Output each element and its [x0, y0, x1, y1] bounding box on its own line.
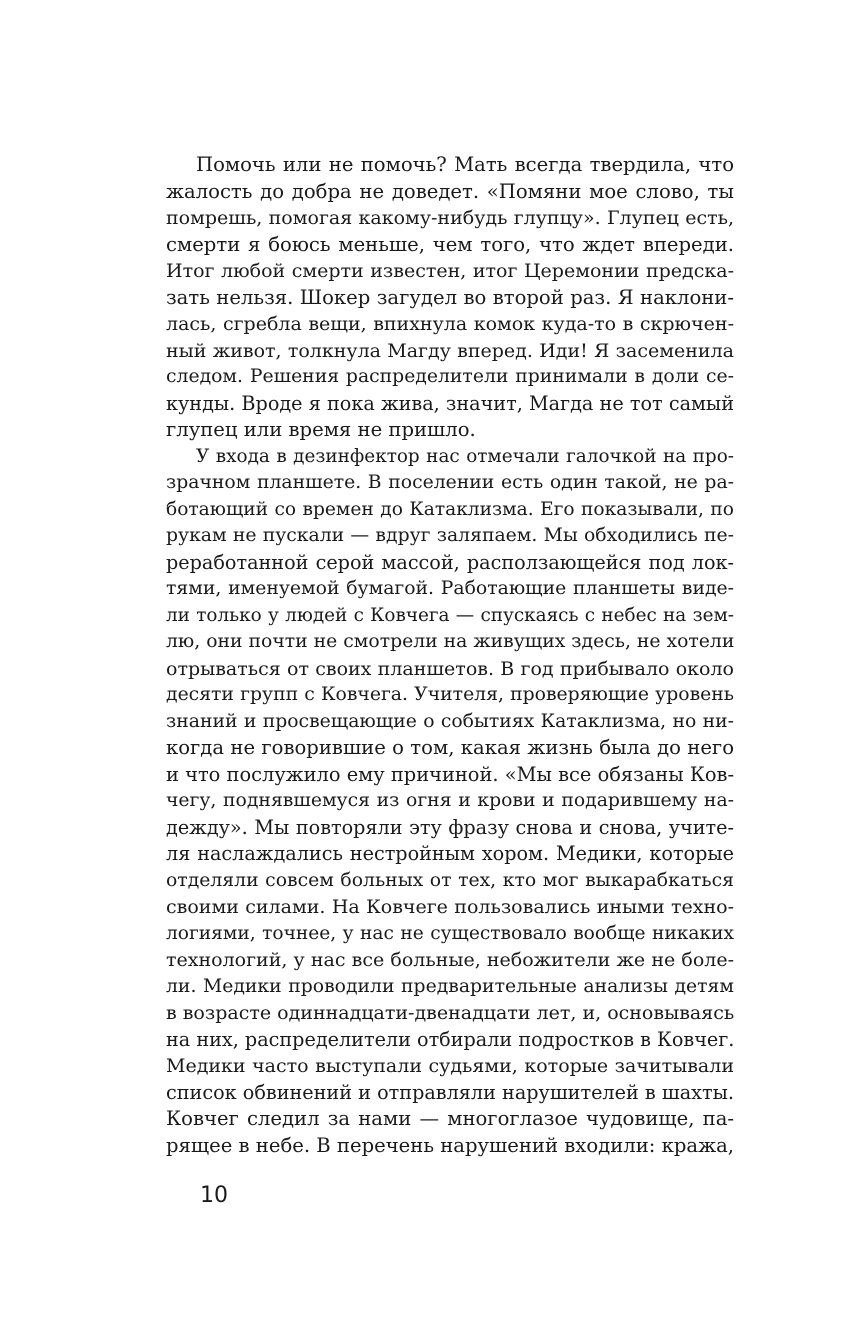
paragraph-1-line-7: лась, сгребла вещи, впихнула комок куда-то в скрючен- — [166, 313, 734, 335]
paragraph-2-line-24: Медики часто выступали судьями, которые зачитывали — [166, 1055, 734, 1077]
paragraph-2-line-14: чегу, поднявшемуся из огня и крови и подарившему на- — [166, 790, 734, 811]
paragraph-1-line-9: следом. Решения распределители принимали в доли се- — [166, 366, 734, 387]
paragraph-2-line-19: логиями, точнее, у нас не существовало вообще никаких — [166, 922, 734, 944]
paragraph-2-line-23: на них, распределители отбирали подростков в Ковчег. — [166, 1027, 734, 1051]
paragraph-2-line-8: лю, они почти не смотрели на живущих здесь, не хотели — [166, 631, 734, 652]
paragraph-2-line-10: десяти групп с Ковчега. Учителя, проверяющие уровень — [166, 684, 734, 705]
paragraph-2-line-3: ботающий со времен до Катаклизма. Его показывали, по — [166, 498, 734, 520]
paragraph-1-line-6: зать нельзя. Шокер загудел во второй раз. Я наклони- — [166, 285, 734, 309]
paragraph-2-line-2: зрачном планшете. В поселении есть один такой, не ра- — [166, 472, 734, 493]
paragraph-2-line-21: ли. Медики проводили предварительные анализы детям — [166, 975, 734, 997]
paragraph-2-line-25: список обвинений и отправляли нарушителей в шахты. — [166, 1080, 734, 1104]
paragraph-2-line-13: и что послужило ему причиной. «Мы все обязаны Ков- — [166, 762, 734, 786]
paragraph-2-line-6: тями, именуемой бумагой. Работающие планшеты виде- — [166, 578, 734, 599]
paragraph-2-line-16: ля наслаждались нестройным хором. Медики, которые — [166, 842, 734, 865]
paragraph-2-line-15: дежду». Мы повторяли эту фразу снова и снова, учите- — [166, 815, 734, 839]
paragraph-2-line-4: рукам не пускали — вдруг заляпаем. Мы обходились пе- — [166, 525, 734, 546]
paragraph-1-line-1: Помочь или не помочь? Мать всегда твердила, что — [196, 153, 734, 176]
paragraph-2-line-12: когда не говорившие о том, какая жизнь была до него — [166, 736, 734, 759]
paragraph-2-line-7: ли только у людей с Ковчега — спускаясь с небес на зем- — [166, 604, 734, 626]
paragraph-2-line-1: У входа в дезинфектор нас отмечали галочкой на про- — [196, 445, 734, 467]
paragraph-2-line-5: реработанной серой массой, расползающейся под лок- — [166, 550, 734, 574]
paragraph-2-line-20: технологий, у нас все больные, небожители же не боле- — [166, 949, 734, 971]
paragraph-1-line-4: смерти я боюсь меньше, чем того, что ждет впереди. — [166, 232, 734, 256]
paragraph-1-line-2: жалость до добра не доведет. «Помяни мое слово, ты — [166, 179, 734, 203]
paragraph-1-line-8: ный живот, толкнула Магду вперед. Иди! Я засеменила — [166, 339, 734, 362]
page-number: 10 — [200, 1183, 228, 1208]
paragraph-2-line-9: отрываться от своих планшетов. В год прибывало около — [166, 657, 734, 680]
body-text — [166, 152, 734, 1159]
paragraph-2-line-27: рящее в небе. В перечень нарушений входили: кража, — [166, 1133, 734, 1157]
paragraph-2-line-18: своими силами. На Ковчеге пользовались иными техно- — [166, 896, 734, 918]
paragraph-2-line-26: Ковчег следил за нами — многоглазое чудовище, па- — [166, 1107, 734, 1130]
paragraph-1-line-11: глупец или время не пришло. — [166, 418, 476, 441]
paragraph-1-line-3: помрешь, помогая какому-нибудь глупцу». Глупец есть, — [166, 207, 734, 229]
paragraph-2-line-11: знаний и просвещающие о событиях Катаклизма, но ни- — [166, 710, 734, 732]
paragraph-1-line-10: кунды. Вроде я пока жива, значит, Магда не тот самый — [166, 391, 734, 415]
paragraph-2-line-22: в возрасте одиннадцати-двенадцати лет, и, основываясь — [166, 1002, 734, 1024]
paragraph-1-line-5: Итог любой смерти известен, итог Церемонии предска- — [166, 260, 734, 282]
paragraph-2-line-17: отделяли совсем больных от тех, кто мог выкарабкаться — [166, 869, 734, 891]
